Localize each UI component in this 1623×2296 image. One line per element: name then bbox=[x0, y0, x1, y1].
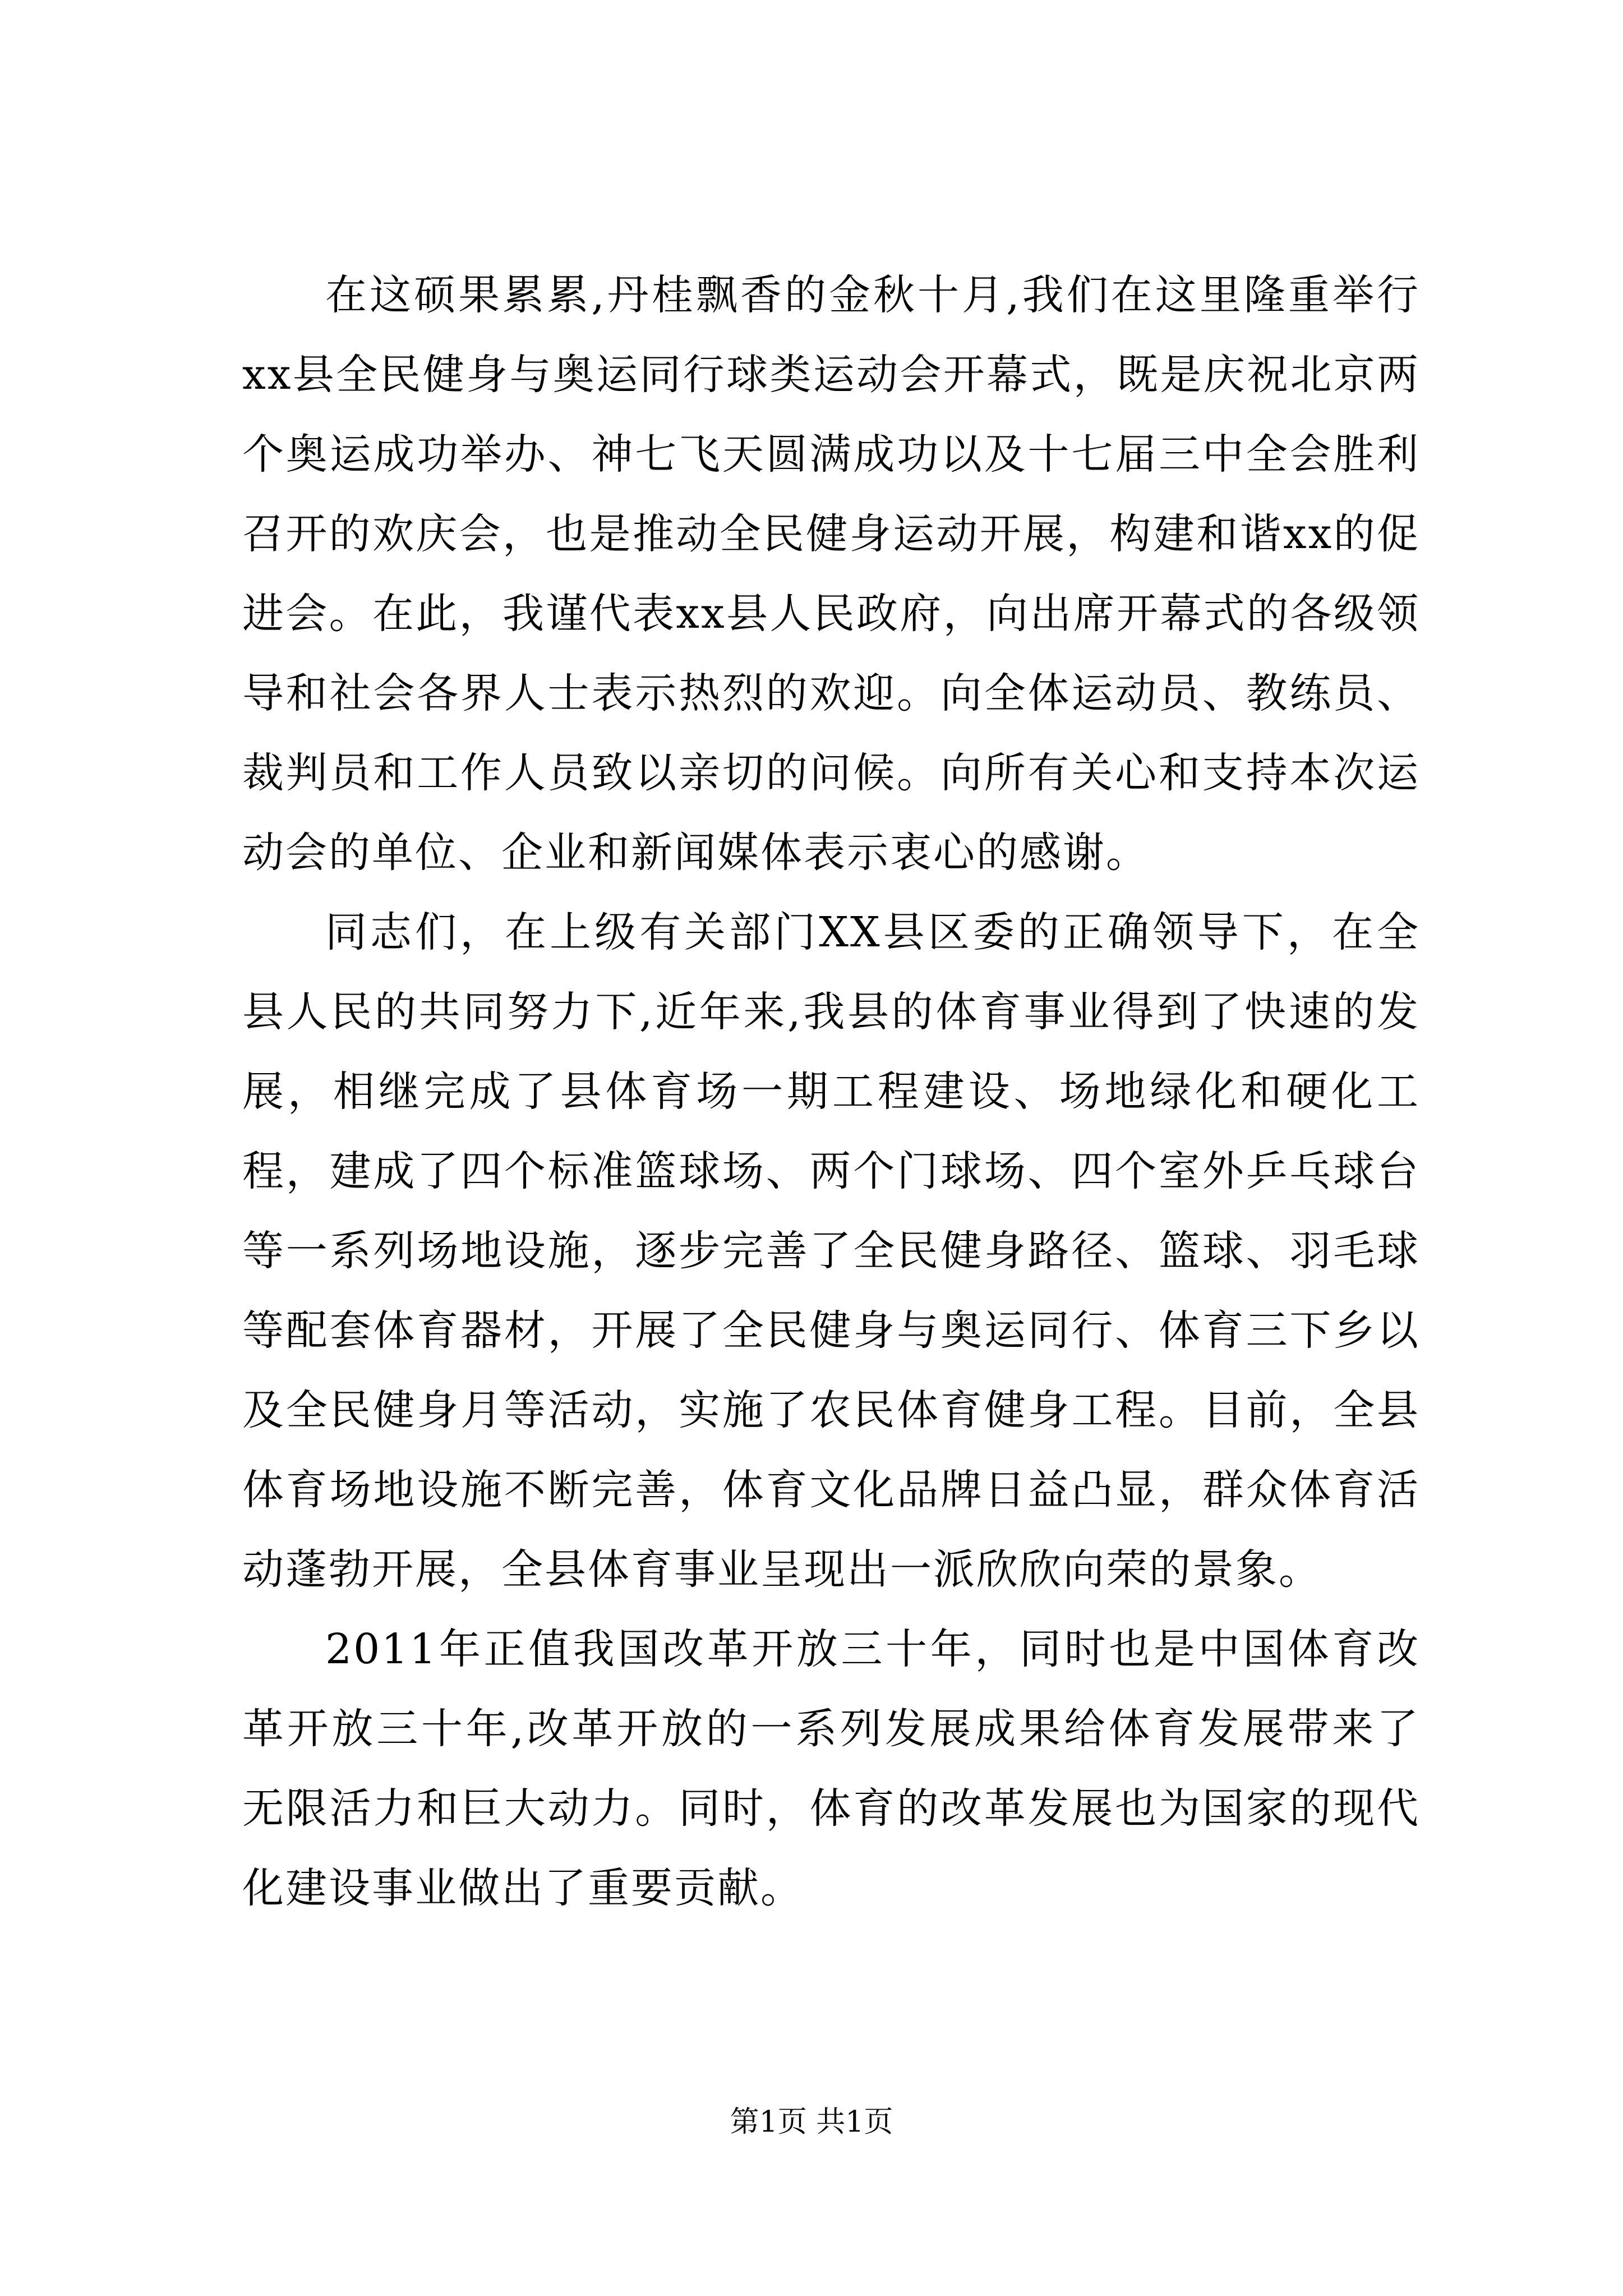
paragraph-reform: 2011年正值我国改革开放三十年，同时也是中国体育改革开放三十年,改革开放的一系列发展成果给体育发展带来了无限活力和巨大动力。同时，体育的改革发展也为国家的现代化建设事业做出了重要贡献。 bbox=[242, 1625, 1420, 1912]
paragraph-welcome: 在这硕果累累,丹桂飘香的金秋十月,我们在这里隆重举行xx县全民健身与奥运同行球类运动会开幕式，既是庆祝北京两个奥运成功举办、神七飞天圆满成功以及十七届三中全会胜利召开的欢庆会，也是推动全民健身运动开展，构建和谐xx的促进会。在此，我谨代表xx县人民政府，向出席开幕式的各级领导和社会各界人士表示热烈的欢迎。向全体运动员、教练员、裁判员和工作人员致以亲切的问候。向所有关心和支持本次运动会的单位、企业和新闻媒体表示衷心的感谢。 bbox=[242, 271, 1420, 877]
document-body bbox=[242, 255, 1420, 1928]
page-footer: 第1页 共1页 bbox=[730, 2105, 893, 2139]
paragraph-achievements: 同志们，在上级有关部门XX县区委的正确领导下，在全县人民的共同努力下,近年来,我县的体育事业得到了快速的发展，相继完成了县体育场一期工程建设、场地绿化和硬化工程，建成了四个标准篮球场、两个门球场、四个室外乒乓球台等一系列场地设施，逐步完善了全民健身路径、篮球、羽毛球等配套体育器材，开展了全民健身与奥运同行、体育三下乡以及全民健身月等活动，实施了农民体育健身工程。目前，全县体育场地设施不断完善，体育文化品牌日益凸显，群众体育活动蓬勃开展，全县体育事业呈现出一派欣欣向荣的景象。 bbox=[242, 908, 1420, 1594]
